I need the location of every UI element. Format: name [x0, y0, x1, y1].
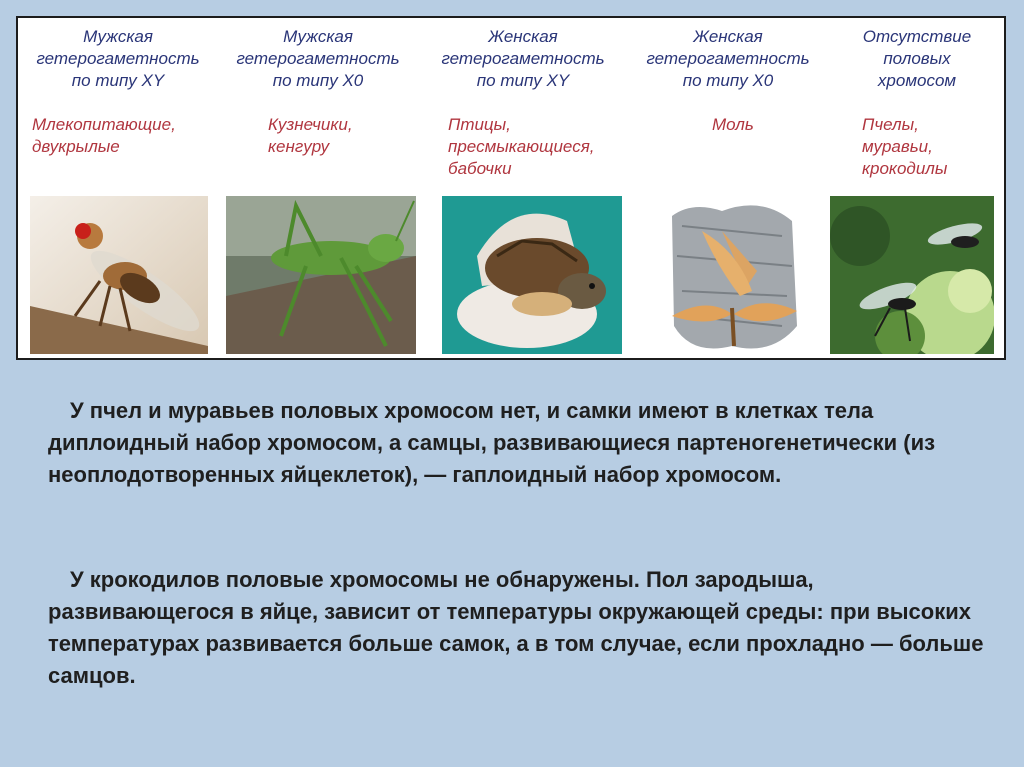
column-examples: Млекопитающие, двукрылые	[32, 115, 176, 156]
column-female-x0	[628, 18, 828, 358]
paragraph-bees-ants: У пчел и муравьев половых хромосом нет, и самки имеют в клетках тела диплоидный набор хромосом, а самцы, развивающиеся партеногенетически (из неоплодотворенных яйцеклеток), — гаплоидный набор хромосом.	[48, 398, 936, 487]
paragraph-crocodiles: У крокодилов половые хромосомы не обнаружены. Пол зародыша, развивающегося в яйце, зависит от температуры окружающей среды: при высоких температурах развивается больше самок, а в том случае, если прохладно — больше самцов.	[48, 567, 984, 688]
column-examples: Моль	[712, 115, 754, 134]
column-no-sex-chromosomes	[828, 18, 1006, 358]
column-heading: Женская гетерогаметность по типу XY	[441, 27, 605, 90]
column-examples: Птицы, пресмыкающиеся, бабочки	[448, 115, 595, 178]
sex-determination-table	[16, 16, 1006, 360]
fruit-fly-image	[30, 196, 208, 354]
hatching-turtle-image	[442, 196, 622, 354]
column-heading: Мужская гетерогаметность по типу X0	[236, 27, 400, 90]
column-heading: Мужская гетерогаметность по типу XY	[36, 27, 200, 90]
column-examples: Кузнечики, кенгуру	[268, 115, 353, 156]
column-heading: Отсутствие половых хромосом	[862, 27, 972, 90]
column-male-x0	[218, 18, 418, 358]
moth-image	[662, 196, 804, 354]
flying-ants-image	[830, 196, 994, 354]
grasshopper-image	[226, 196, 416, 354]
column-examples: Пчелы, муравьи, крокодилы	[862, 115, 948, 178]
column-female-xy	[418, 18, 628, 358]
column-heading: Женская гетерогаметность по типу X0	[646, 27, 810, 90]
column-male-xy	[18, 18, 218, 358]
